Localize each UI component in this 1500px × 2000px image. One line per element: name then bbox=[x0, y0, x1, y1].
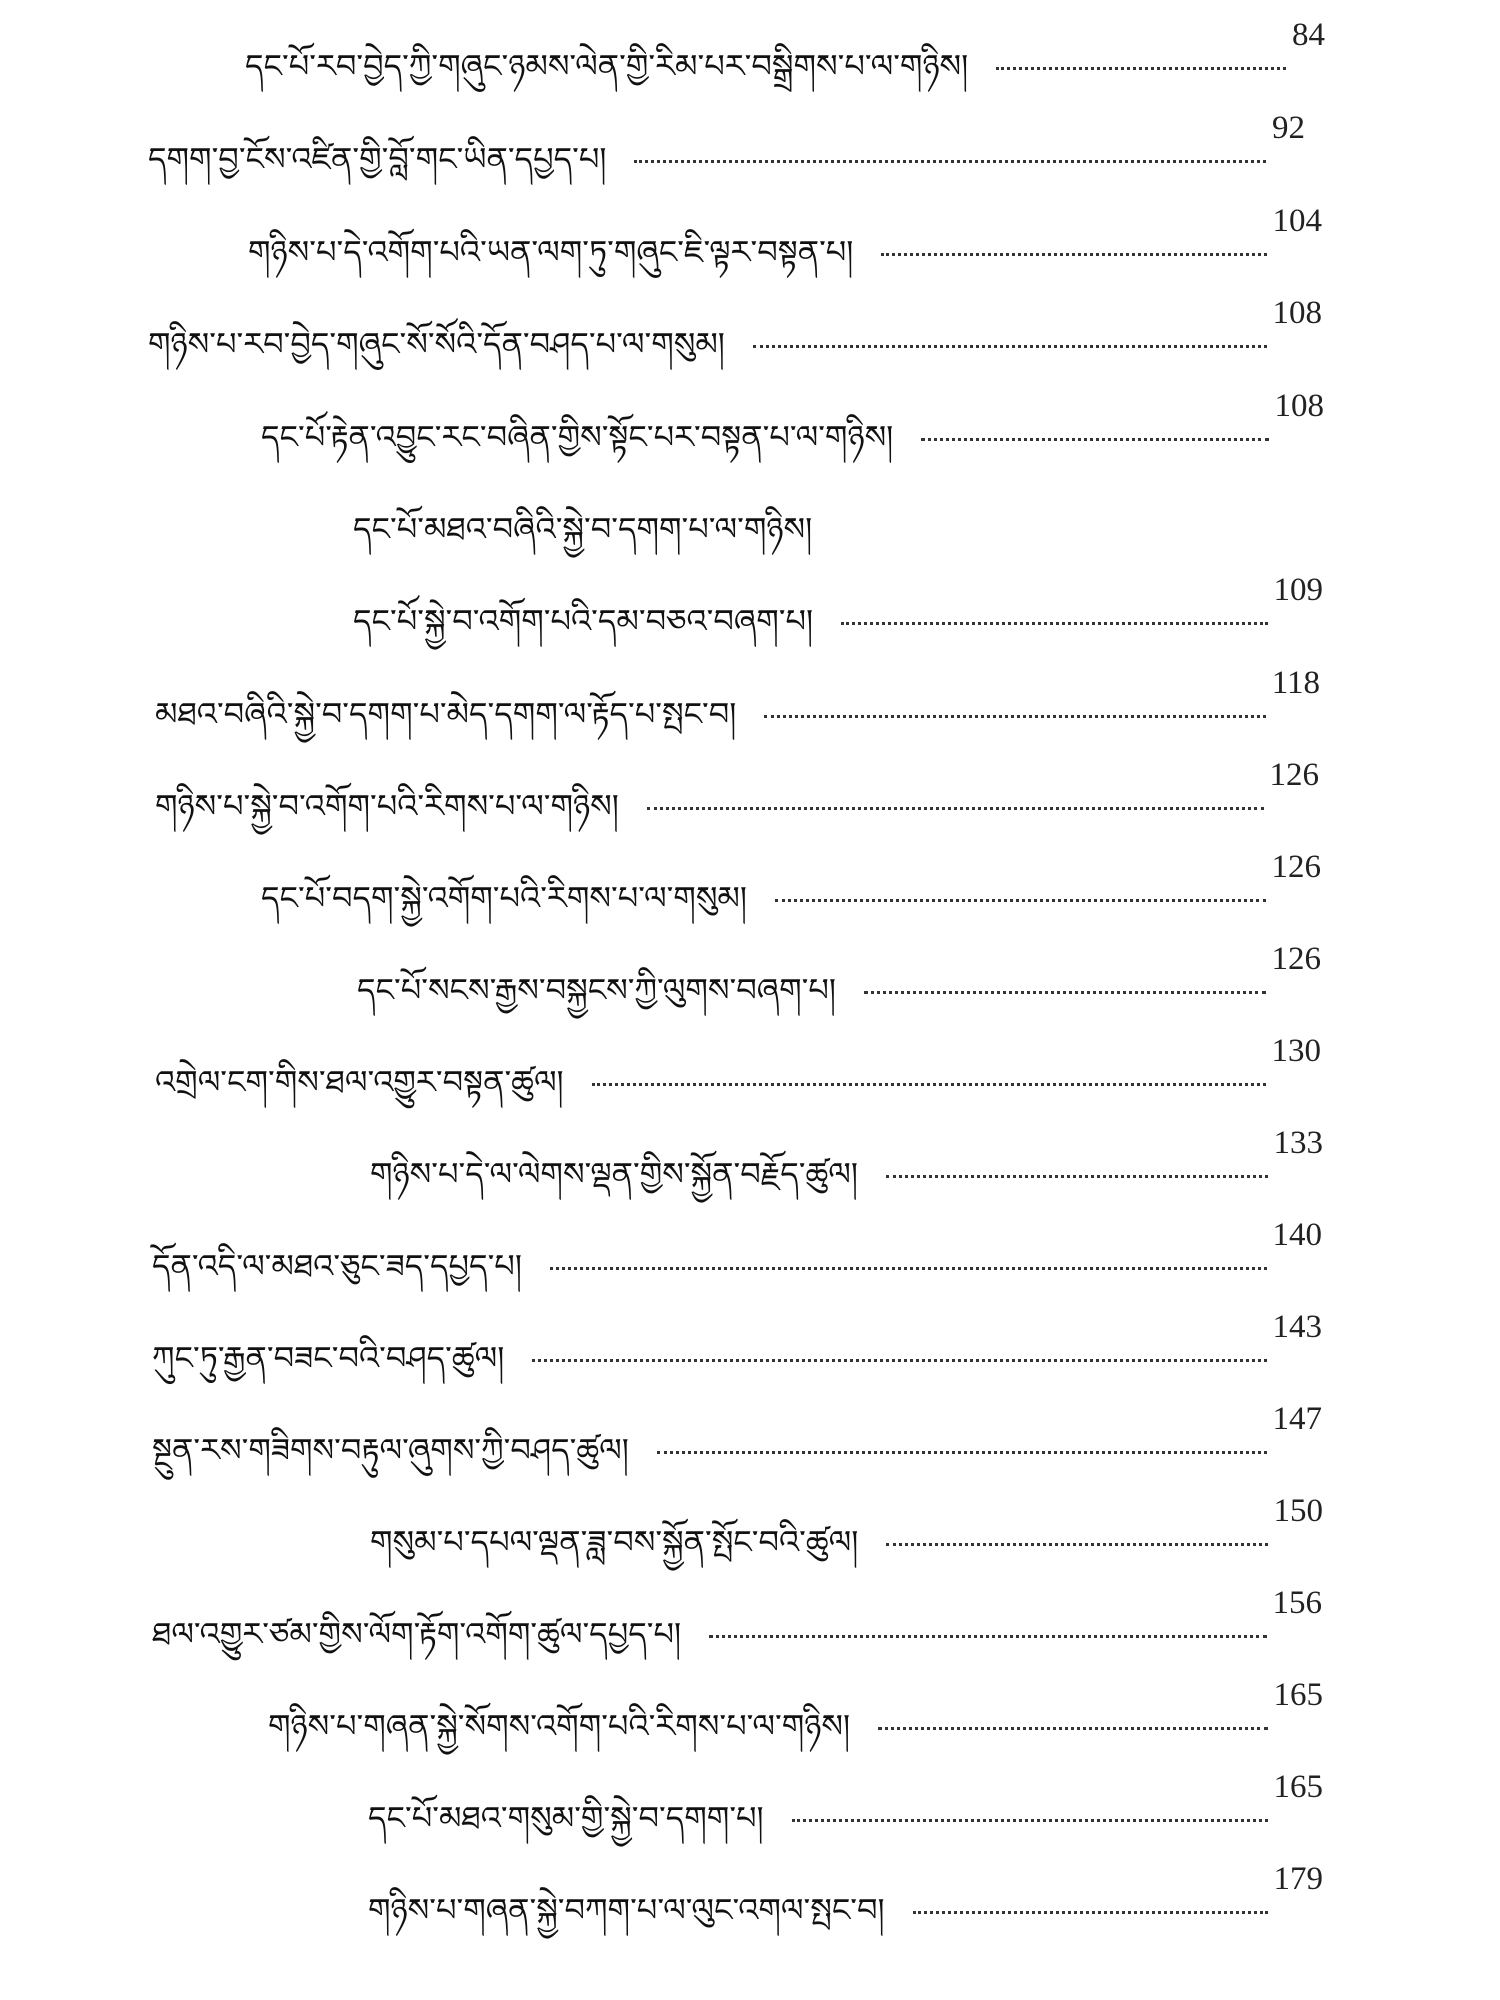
dot-leader bbox=[881, 253, 1266, 256]
toc-entry-title: གཉིས་པ་གཞན་སྐྱེ་སོགས་འགོག་པའི་རིགས་པ་ལ་གཉིས། bbox=[268, 1707, 851, 1745]
toc-entry-page-number: 147 bbox=[1272, 1401, 1322, 1437]
toc-entry-title: དང་པོ་རྟེན་འབྱུང་རང་བཞིན་གྱིས་སྟོང་པར་བསྟན་པ་ལ་གཉིས། bbox=[261, 418, 894, 456]
toc-entry[interactable] bbox=[148, 110, 1305, 178]
toc-entry-page-number: 179 bbox=[1273, 1861, 1323, 1897]
dot-leader bbox=[878, 1727, 1267, 1730]
toc-entry[interactable] bbox=[268, 1677, 1323, 1745]
toc-entry-title: དང་པོ་བདག་སྐྱེ་འགོག་པའི་རིགས་པ་ལ་གསུམ། bbox=[261, 879, 747, 917]
toc-entry-title: དགག་བྱ་ངོས་འཛིན་གྱི་བློ་གང་ཡིན་དཔྱད་པ། bbox=[148, 140, 607, 178]
toc-entry-title: དང་པོ་མཐའ་གསུམ་གྱི་སྐྱེ་བ་དགག་པ། bbox=[368, 1799, 764, 1837]
toc-entry[interactable] bbox=[152, 1309, 1322, 1377]
toc-entry-title: འགྲེལ་ངག་གིས་ཐལ་འགྱུར་བསྟན་ཚུལ། bbox=[155, 1063, 564, 1101]
toc-entry-title: གཉིས་པ་དེ་ལ་ལེགས་ལྡན་གྱིས་སྐྱོན་བརྗོད་ཚུལ། bbox=[370, 1155, 858, 1193]
dot-leader bbox=[886, 1175, 1268, 1178]
toc-entry[interactable] bbox=[370, 1493, 1323, 1561]
toc-entry[interactable] bbox=[245, 17, 1325, 85]
dot-leader bbox=[550, 1267, 1267, 1270]
toc-entry-title: གཉིས་པ་རབ་བྱེད་གཞུང་སོ་སོའི་དོན་བཤད་པ་ལ་གསུམ། bbox=[148, 325, 725, 363]
toc-entry-page-number: 140 bbox=[1272, 1217, 1322, 1253]
toc-entry-title: དང་པོ་སངས་རྒྱས་བསྐྱངས་ཀྱི་ལུགས་བཞག་པ། bbox=[357, 971, 836, 1009]
dot-leader bbox=[864, 991, 1266, 994]
toc-entry-page-number: 126 bbox=[1271, 941, 1321, 977]
dot-leader bbox=[657, 1451, 1267, 1454]
toc-entry[interactable] bbox=[155, 1033, 1321, 1101]
toc-entry[interactable] bbox=[353, 485, 953, 548]
toc-entry[interactable] bbox=[152, 1401, 1322, 1469]
toc-entry-page-number: 126 bbox=[1271, 849, 1321, 885]
toc-entry-page-number: 104 bbox=[1272, 203, 1322, 239]
toc-entry-page-number: 108 bbox=[1274, 388, 1324, 424]
toc-entry-title: དོན་འདི་ལ་མཐའ་ཅུང་ཟད་དཔྱད་པ། bbox=[152, 1247, 522, 1285]
toc-entry-title: ཐལ་འགྱུར་ཙམ་གྱིས་ལོག་རྟོག་འགོག་ཚུལ་དཔྱད་པ། bbox=[152, 1615, 682, 1653]
toc-entry-page-number: 165 bbox=[1273, 1769, 1323, 1805]
toc-entry[interactable] bbox=[148, 295, 1322, 363]
toc-entry-title: དང་པོ་སྐྱེ་བ་འགོག་པའི་དམ་བཅའ་བཞག་པ། bbox=[353, 602, 814, 640]
dot-leader bbox=[764, 715, 1265, 718]
toc-entry-page-number: 150 bbox=[1273, 1493, 1323, 1529]
toc-entry[interactable] bbox=[152, 1585, 1322, 1653]
toc-entry-page-number: 165 bbox=[1273, 1677, 1323, 1713]
toc-entry-title: དང་པོ་མཐའ་བཞིའི་སྐྱེ་བ་དགག་པ་ལ་གཉིས། bbox=[353, 510, 813, 548]
dot-leader bbox=[709, 1635, 1266, 1638]
toc-entry-title: གཉིས་པ་དེ་འགོག་པའི་ཡན་ལག་ཏུ་གཞུང་ཇི་ལྟར་བསྟན་པ། bbox=[248, 233, 854, 271]
toc-entry[interactable] bbox=[152, 1217, 1322, 1285]
toc-entry-title: གཉིས་པ་སྐྱེ་བ་འགོག་པའི་རིགས་པ་ལ་གཉིས། bbox=[155, 787, 619, 825]
toc-entry[interactable] bbox=[368, 1769, 1323, 1837]
dot-leader bbox=[592, 1083, 1266, 1086]
toc-entry[interactable] bbox=[155, 757, 1319, 825]
toc-entry[interactable] bbox=[261, 849, 1321, 917]
toc-entry-title: དང་པོ་རབ་བྱེད་ཀྱི་གཞུང་ཉམས་ལེན་གྱི་རིམ་པར་བསྒྲིགས་པ་ལ་གཉིས། bbox=[245, 47, 969, 85]
dot-leader bbox=[753, 345, 1267, 348]
dot-leader bbox=[841, 622, 1267, 625]
dot-leader bbox=[532, 1359, 1266, 1362]
toc-entry-page-number: 92 bbox=[1272, 110, 1305, 146]
toc-entry-page-number: 143 bbox=[1272, 1309, 1322, 1345]
dot-leader bbox=[996, 67, 1286, 70]
toc-entry[interactable] bbox=[368, 1861, 1323, 1929]
dot-leader bbox=[647, 807, 1264, 810]
toc-entry-page-number: 133 bbox=[1273, 1125, 1323, 1161]
toc-entry[interactable] bbox=[370, 1125, 1323, 1193]
toc-entry-title: གཉིས་པ་གཞན་སྐྱེ་བཀག་པ་ལ་ལུང་འགལ་སྤང་བ། bbox=[368, 1891, 885, 1929]
toc-entry-page-number: 109 bbox=[1273, 572, 1323, 608]
toc-entry[interactable] bbox=[248, 203, 1322, 271]
toc-entry-title: གསུམ་པ་དཔལ་ལྡན་ཟླ་བས་སྐྱོན་སྤོང་བའི་ཚུལ། bbox=[370, 1523, 859, 1561]
toc-entry-page-number: 84 bbox=[1292, 17, 1325, 53]
toc-entry-title: སྔུན་རས་གཟིགས་བརྟུལ་ཞུགས་ཀྱི་བཤད་ཚུལ། bbox=[152, 1431, 629, 1469]
toc-entry-page-number: 156 bbox=[1272, 1585, 1322, 1621]
dot-leader bbox=[634, 160, 1266, 163]
toc-entry-page-number: 108 bbox=[1272, 295, 1322, 331]
toc-entry[interactable] bbox=[357, 941, 1321, 1009]
toc-entry[interactable] bbox=[261, 388, 1324, 456]
toc-entry-page-number: 126 bbox=[1269, 757, 1319, 793]
dot-leader bbox=[913, 1911, 1268, 1914]
toc-entry[interactable] bbox=[155, 665, 1320, 733]
toc-entry-title: ཀུང་ཏུ་རྒྱན་བཟང་བའི་བཤད་ཚུལ། bbox=[152, 1339, 505, 1377]
dot-leader bbox=[775, 899, 1266, 902]
toc-entry[interactable] bbox=[353, 572, 1323, 640]
toc-entry-page-number: 130 bbox=[1271, 1033, 1321, 1069]
dot-leader bbox=[886, 1543, 1267, 1546]
dot-leader bbox=[921, 438, 1268, 441]
dot-leader bbox=[792, 1819, 1268, 1822]
toc-entry-title: མཐའ་བཞིའི་སྐྱེ་བ་དགག་པ་མེད་དགག་ལ་རྟོད་པ་སྤང་བ། bbox=[155, 695, 737, 733]
toc-entry-page-number: 118 bbox=[1271, 665, 1320, 701]
